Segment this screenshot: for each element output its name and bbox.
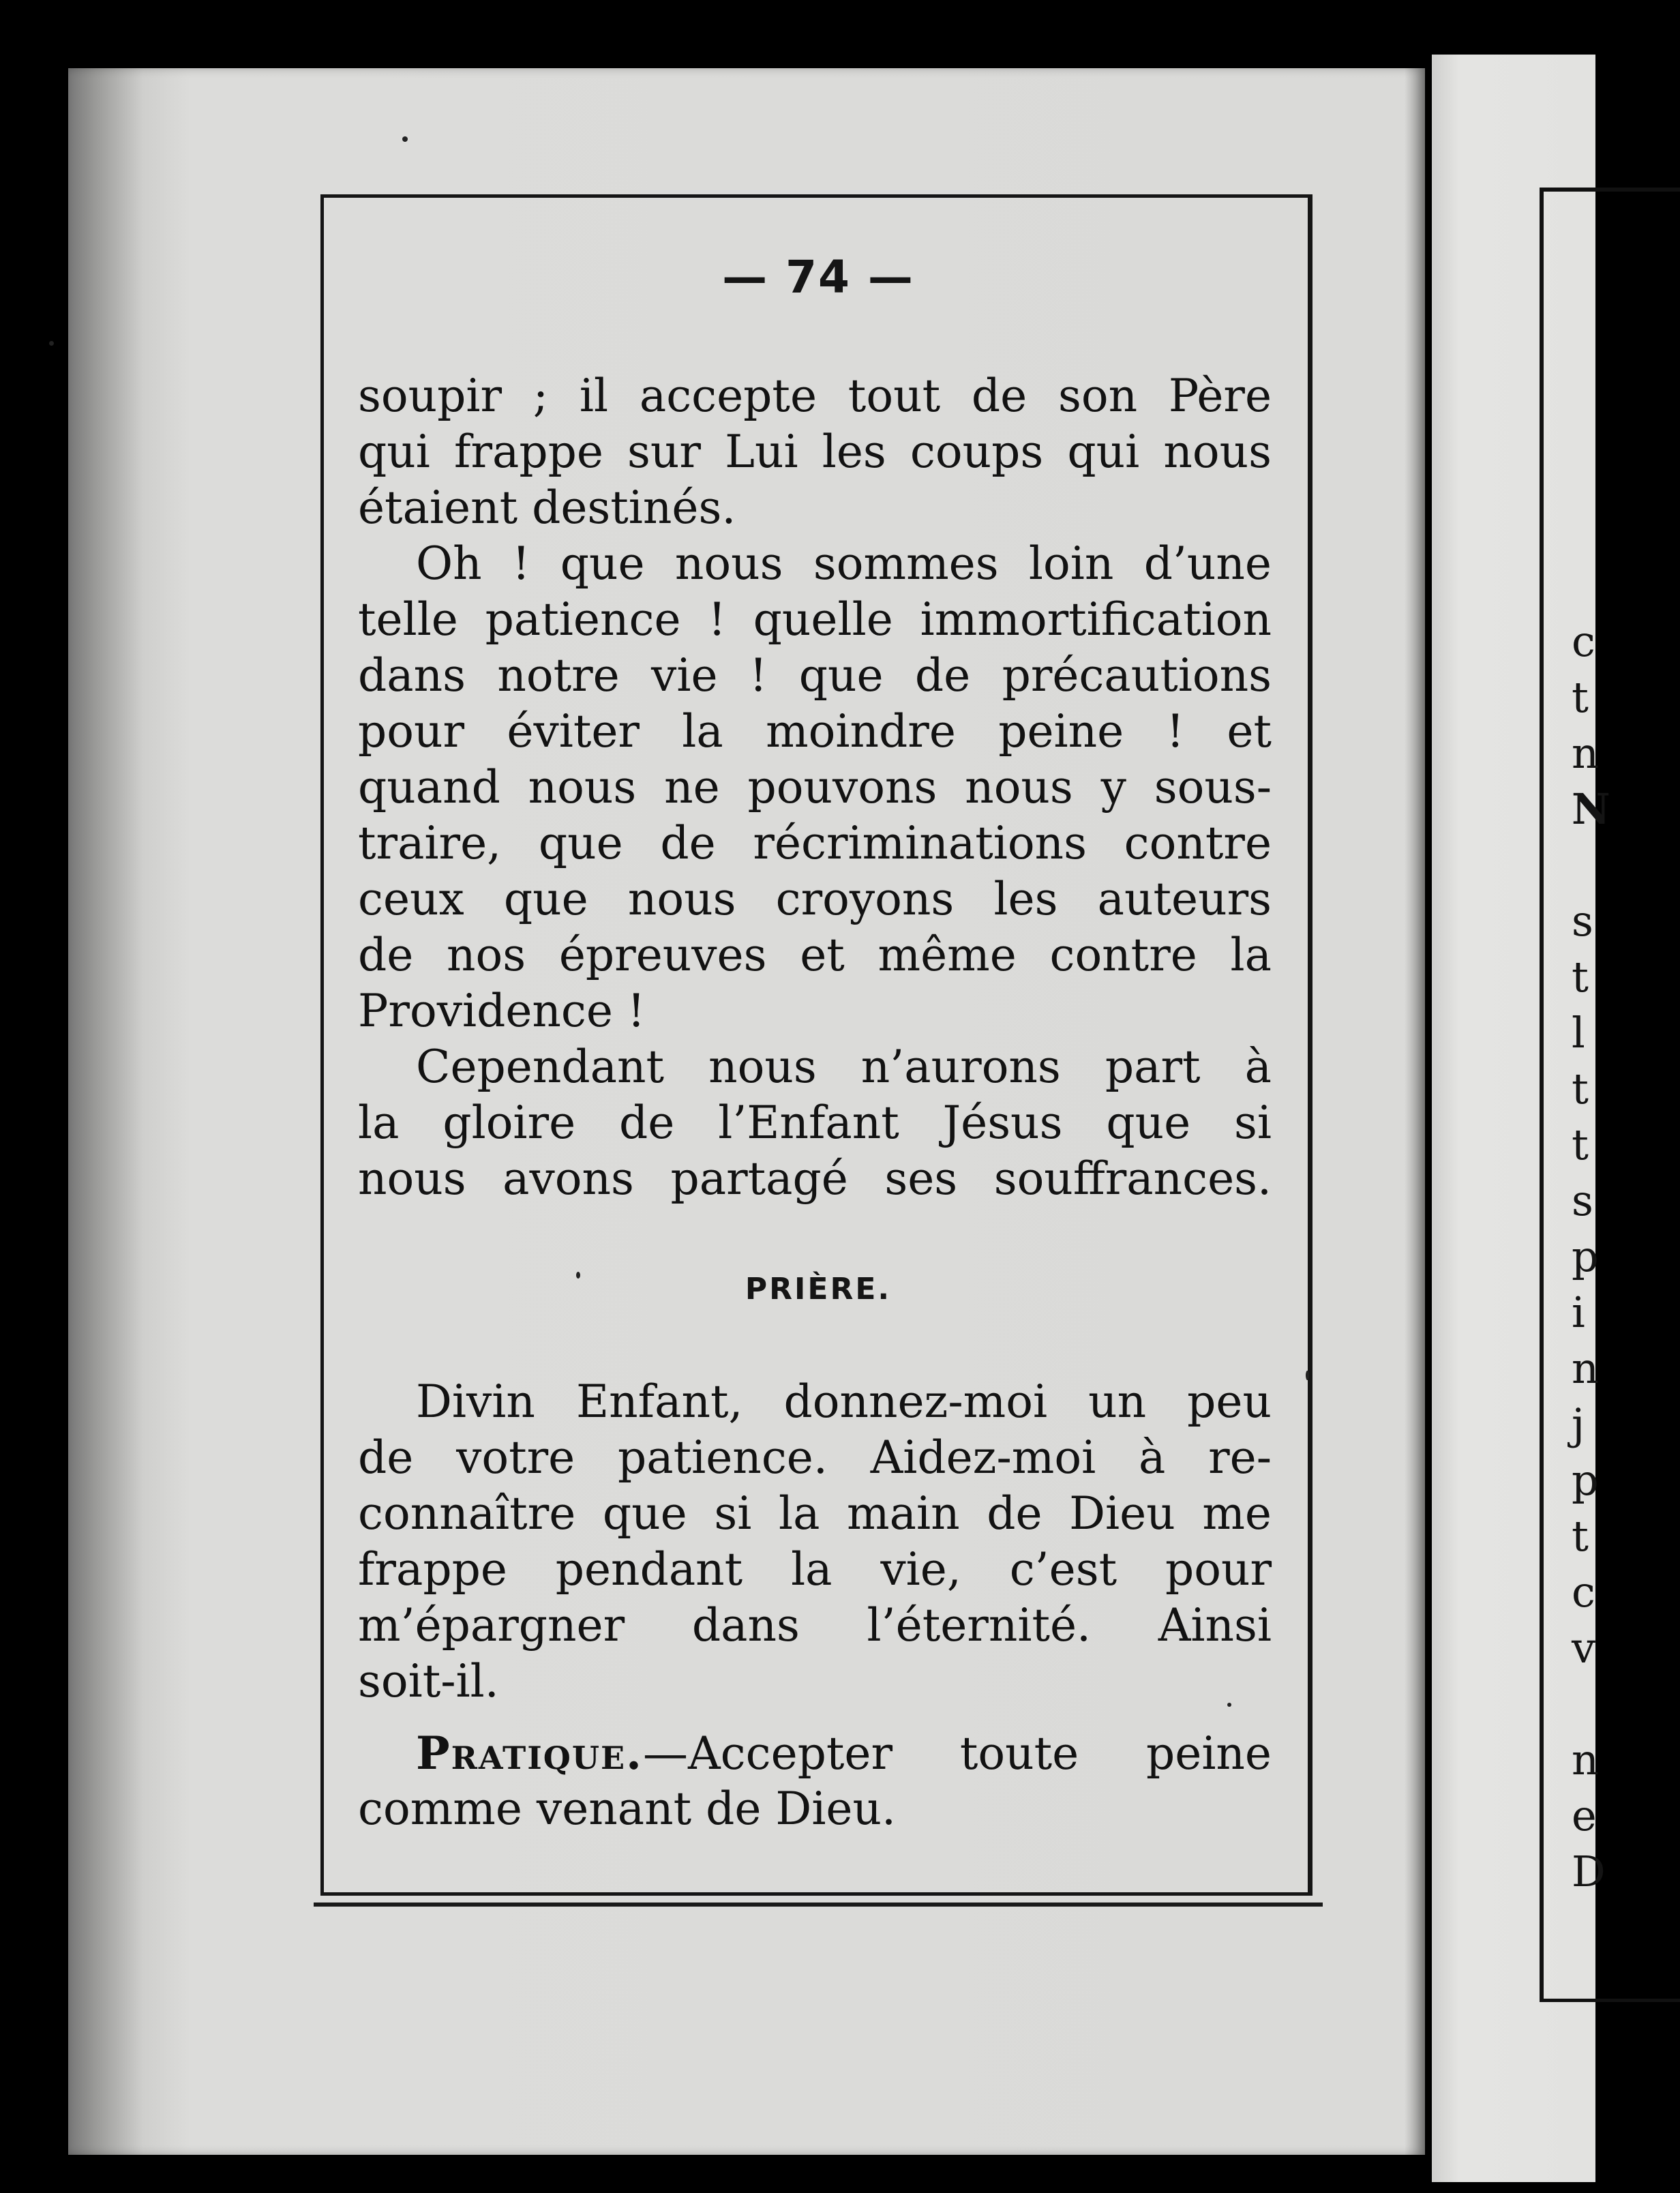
pratique-line (416, 1725, 1272, 1782)
right-fragment: s (1572, 896, 1593, 946)
right-fragment: i (1572, 1287, 1585, 1337)
text-line: telle patience ! quelle immortification (358, 593, 1272, 646)
pratique-label: Pratique. (416, 1727, 644, 1780)
page-number: — 74 — (722, 251, 914, 303)
right-fragment: l (1572, 1008, 1585, 1058)
scan-speck (576, 1272, 580, 1279)
right-fragment: t (1572, 1511, 1589, 1561)
text-line: étaient destinés. (358, 481, 736, 534)
right-page (1432, 55, 1610, 2182)
right-fragment: N (1572, 784, 1610, 834)
scan-speck (1306, 1371, 1309, 1380)
prayer-heading: PRIÈRE. (745, 1272, 892, 1307)
scan-speck (402, 136, 408, 142)
right-fragment: e (1572, 1791, 1597, 1840)
right-fragment: v (1572, 1623, 1596, 1673)
text-line: dans notre vie ! que de précautions (358, 649, 1272, 702)
right-fragment: t (1572, 1064, 1589, 1114)
right-page-frame (1540, 188, 1680, 2002)
right-fragment: t (1572, 1120, 1589, 1169)
text-line: pour éviter la moindre peine ! et (358, 705, 1272, 758)
text-line: nous avons partagé ses souffrances. (358, 1152, 1272, 1205)
text-line: qui frappe sur Lui les coups qui nous (358, 426, 1272, 478)
text-line: m’épargner dans l’éternité. Ainsi (358, 1599, 1272, 1652)
pratique-text: —Accepter toute peine (643, 1727, 1272, 1780)
text-line: de nos épreuves et même contre la (358, 929, 1272, 981)
text-line: Divin Enfant, donnez-moi un peu (416, 1375, 1272, 1428)
text-line: connaître que si la main de Dieu me (358, 1487, 1272, 1540)
right-fragment: j (1572, 1399, 1585, 1449)
right-fragment: n (1572, 1735, 1599, 1785)
right-fragment: c (1572, 616, 1595, 666)
text-line: ceux que nous croyons les auteurs (358, 873, 1272, 925)
text-line: la gloire de l’Enfant Jésus que si (358, 1096, 1272, 1149)
text-line: soupir ; il accepte tout de son Père (358, 370, 1272, 422)
right-fragment: s (1572, 1176, 1593, 1225)
text-line: traire, que de récriminations contre (358, 817, 1272, 869)
text-line: Cependant nous n’aurons part à (416, 1041, 1272, 1093)
text-line: de votre patience. Aidez-moi à re- (358, 1431, 1272, 1484)
text-line: Providence ! (358, 985, 646, 1037)
scan-speck (1227, 1703, 1231, 1707)
text-line: soit-il. (358, 1655, 499, 1707)
right-fragment: n (1572, 728, 1599, 778)
right-fragment: p (1572, 1455, 1599, 1505)
text-line: frappe pendant la vie, c’est pour (358, 1543, 1272, 1596)
right-fragment: c (1572, 1567, 1595, 1617)
right-fragment: n (1572, 1343, 1599, 1393)
text-line: Oh ! que nous sommes loin d’une (416, 537, 1272, 590)
frame-bottom-rule (314, 1903, 1323, 1907)
right-fragment: p (1572, 1232, 1599, 1281)
right-fragment: t (1572, 952, 1589, 1002)
scan-speck (49, 341, 54, 346)
right-fragment: t (1572, 672, 1589, 722)
right-fragment: D (1572, 1847, 1606, 1896)
text-line: comme venant de Dieu. (358, 1782, 896, 1835)
text-line: quand nous ne pouvons nous y sous- (358, 761, 1272, 814)
